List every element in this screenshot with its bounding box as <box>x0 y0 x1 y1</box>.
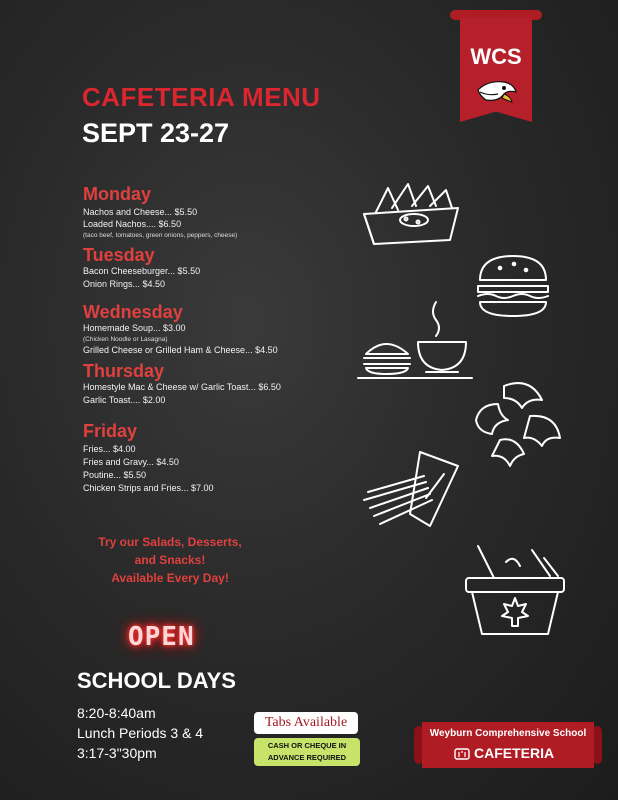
page-title: CAFETERIA MENU <box>82 82 321 112</box>
menu-item: Fries... $4.00 <box>83 444 136 454</box>
banner-logo-text: WCS <box>470 44 522 69</box>
payment-line: CASH OR CHEQUE IN <box>267 741 347 750</box>
payment-line: ADVANCE REQUIRED <box>267 753 347 762</box>
menu-item: Chicken Strips and Fries... $7.00 <box>83 483 214 493</box>
hours-line: 3:17-3"30pm <box>77 745 157 761</box>
cafeteria-label: CAFETERIA <box>474 745 555 761</box>
date-range: SEPT 23-27 <box>82 118 230 148</box>
promo-line: Available Every Day! <box>111 571 229 585</box>
snack-basket-icon <box>460 536 570 640</box>
menu-item: Bacon Cheeseburger... $5.50 <box>83 266 201 276</box>
menu-note: (taco beef, tomatoes, green onions, peppers, cheese) <box>83 232 238 239</box>
banner-body <box>460 18 532 122</box>
promo-line: Try our Salads, Desserts, <box>98 535 242 549</box>
footer-banner <box>414 722 602 768</box>
hours-line: Lunch Periods 3 & 4 <box>77 725 204 741</box>
day-heading-thursday: Thursday <box>83 361 165 381</box>
menu-item: Garlic Toast.... $2.00 <box>83 395 166 405</box>
tabs-available-badge: Tabs Available <box>254 712 358 734</box>
menu-item: Homestyle Mac & Cheese w/ Garlic Toast... $6.50 <box>83 382 281 392</box>
promo-line: and Snacks! <box>134 553 206 567</box>
day-heading-wednesday: Wednesday <box>83 302 183 322</box>
menu-item: Grilled Cheese or Grilled Ham & Cheese... $4.50 <box>83 345 278 355</box>
menu-note: (Chicken Noodle or Lasagna) <box>83 336 168 343</box>
macaroni-icon <box>470 376 566 468</box>
menu-item: Fries and Gravy... $4.50 <box>83 457 179 467</box>
soup-sandwich-icon <box>356 298 476 384</box>
cafeteria-icon <box>454 746 470 760</box>
wcs-banner-logo <box>456 10 536 122</box>
promo-text <box>60 533 280 587</box>
menu-item: Loaded Nachos.... $6.50 <box>83 219 182 229</box>
school-name: Weyburn Comprehensive School <box>429 728 587 739</box>
day-heading-friday: Friday <box>83 421 138 441</box>
burger-icon <box>474 252 552 320</box>
menu-item: Onion Rings... $4.50 <box>83 279 166 289</box>
payment-badge <box>254 738 360 766</box>
menu-item: Homemade Soup... $3.00 <box>83 323 186 333</box>
open-neon-sign: OPEN <box>128 622 195 652</box>
menu-item: Nachos and Cheese... $5.50 <box>83 207 198 217</box>
hours-heading: SCHOOL DAYS <box>77 668 236 693</box>
day-heading-tuesday: Tuesday <box>83 245 155 265</box>
menu-item: Poutine... $5.50 <box>83 470 147 480</box>
nachos-tray-icon <box>356 178 466 248</box>
fries-icon <box>360 448 464 534</box>
eagle-icon <box>474 76 518 106</box>
day-heading-monday: Monday <box>83 184 152 204</box>
hours-line: 8:20-8:40am <box>77 705 156 721</box>
